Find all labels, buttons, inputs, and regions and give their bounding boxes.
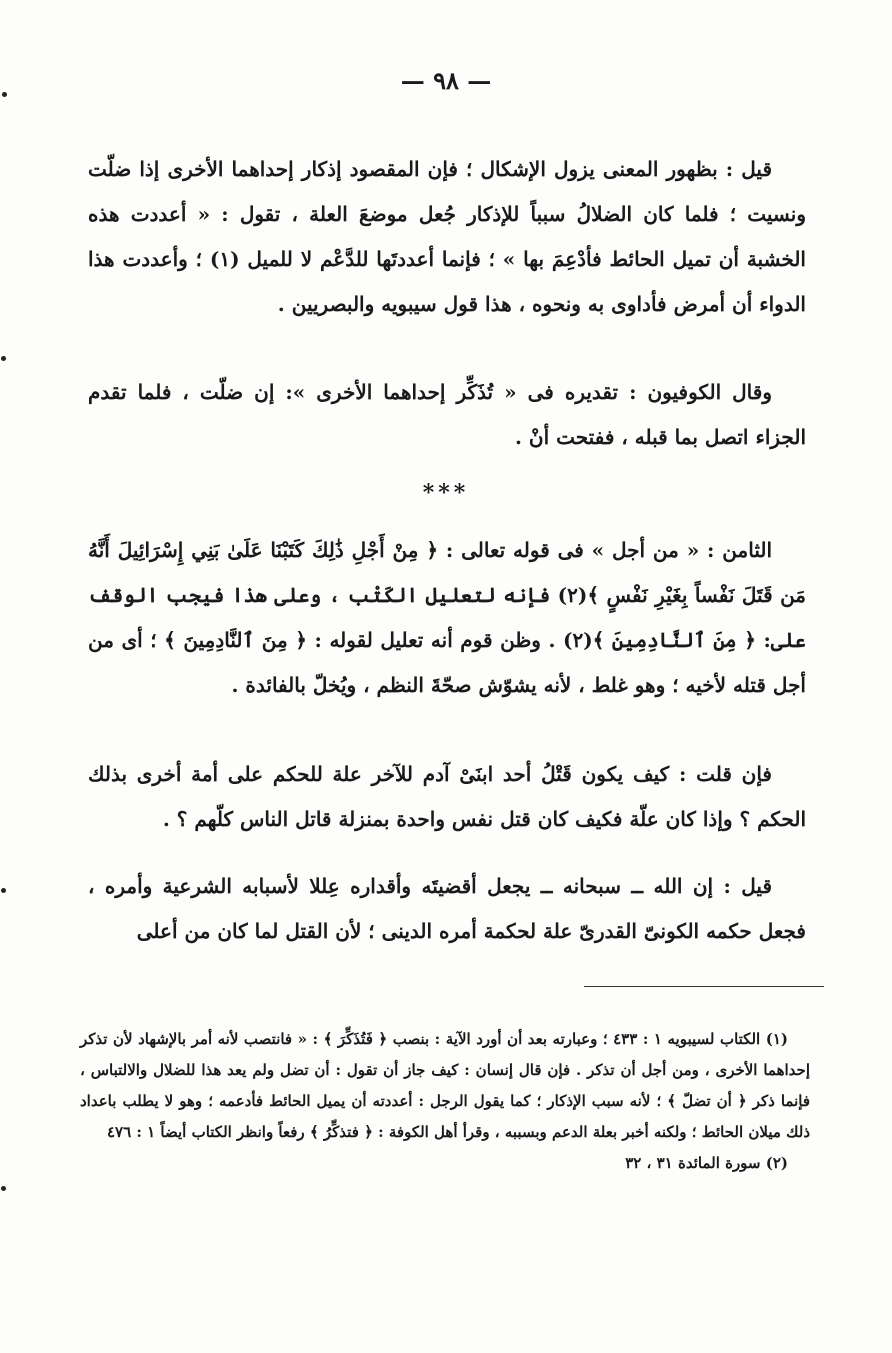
paragraph-text: الثامن : « من أجل » فى قوله تعالى : ﴿ مِنْ أَجْلِ ذَٰلِكَ كَتَبْنَا عَلَىٰ بَنِي إِسْرَائِيلَ أَنَّهُ مَن قَتَلَ نَفْساً بِغَيْرِ نَفْسٍ ﴾(٢) فإنه لتعليل الكَتْب ، وعلى هذا فيجب الوقف على: ﴿ مِنَ ٱلنَّادِمِينَ ﴾(٢) . وظن قوم أنه تعليل لقوله : ﴿ مِنَ ٱلنَّادِمِينَ ﴾ ؛ أى من أجل قتله لأخيه ؛ وهو غلط ، لأنه يشوّش صحّةَ النظم ، ويُخلّ بالفائدة . bbox=[88, 538, 807, 697]
scan-mark bbox=[1, 356, 6, 361]
paragraph bbox=[88, 752, 806, 842]
paragraph bbox=[88, 528, 806, 708]
footnote: (٢) سورة المائدة ٣١ ، ٣٢ bbox=[625, 1154, 788, 1172]
paragraph-text: قيل : بظهور المعنى يزول الإشكال ؛ فإن المقصود إذكار إحداهما الأخرى إذا ضلّت ونسيت ؛ فلما كان الضلالُ سبباً للإذكار جُعل موضعَ العلة ، تقول : « أعددت هذه الخشبة أن تميل الحائط فأدْعِمَ بها » ؛ فإنما أعددتَها للدَّعْم لا للميل (١) ؛ وأعددت هذا الدواء أن أمرض فأداوى به ونحوه ، هذا قول سيبويه والبصريين . bbox=[88, 157, 806, 316]
paragraph-text: فإن قلت : كيف يكون قَتْلُ أحد ابنَىْ آدم للآخر علة للحكم على أمة أخرى بذلك الحكم ؟ وإذا كان علّة فكيف كان قتل نفس واحدة بمنزلة قاتل الناس كلّهم ؟ . bbox=[88, 762, 806, 831]
scan-mark bbox=[1, 1186, 6, 1191]
footnotes bbox=[80, 1024, 810, 1179]
page-number: — ٩٨ — bbox=[400, 66, 492, 95]
paragraph-text: وقال الكوفيون : تقديره فى « تُذَكِّر إحداهما الأخرى »: إن ضلّت ، فلما تقدم الجزاء اتصل بما قبله ، ففتحت أنْ . bbox=[88, 380, 806, 449]
paragraph bbox=[88, 864, 806, 954]
section-separator: *** bbox=[422, 480, 470, 506]
paragraph bbox=[88, 147, 806, 327]
paragraph bbox=[88, 370, 806, 460]
paragraph-text: قيل : إن الله ــ سبحانه ــ يجعل أقضيتَه وأقداره عِللا لأسبابه الشرعية وأمره ، فجعل حكمه الكونىّ القدرىّ علة لحكمة أمره الدينى ؛ لأن القتل لما كان من أعلى bbox=[88, 874, 806, 943]
footnote-divider bbox=[584, 986, 824, 987]
scan-mark bbox=[1, 888, 6, 893]
footnote: (١) الكتاب لسيبويه ١ : ٤٣٣ ؛ وعبارته بعد أن أورد الآية : بنصب ﴿ فَتُذَكِّرَ ﴾ : « فانتصب لأنه أمر بالإشهاد لأن تذكر إحداهما الأخرى ، ومن أجل أن تذكر . فإن قال إنسان : كيف جاز أن تقول : أن تضل ولم يعد هذا للضلال والالتباس ، فإنما ذكر ﴿ أن تضلّ ﴾ ؛ لأنه سبب الإذكار ؛ كما يقول الرجل : أعددته أن يميل الحائط فأدعمه ؛ وهو لا يطلب باعداد ذلك ميلان الحائط ؛ ولكنه أخبر بعلة الدعم وبسببه ، وقرأ أهل الكوفة : ﴿ فتذكِّرُ ﴾ رفعاً وانظر الكتاب أيضاً ١ : ٤٧٦ bbox=[80, 1030, 810, 1141]
